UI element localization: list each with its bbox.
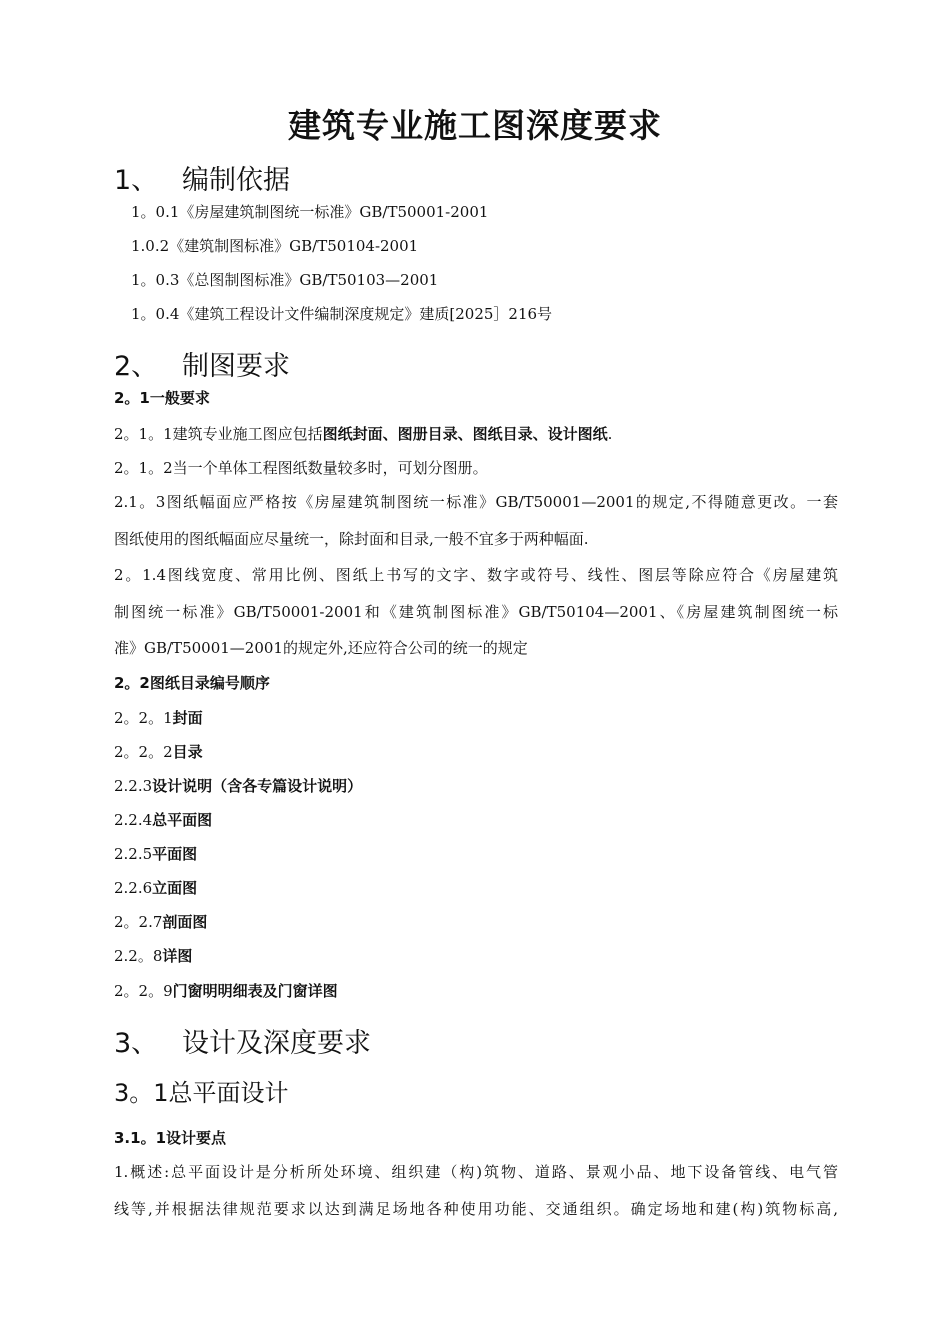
paragraph-line: 2。1。2当一个单体工程图纸数量较多时，可划分图册。 xyxy=(114,459,488,477)
order-item: 2.2.6立面图 xyxy=(114,879,198,897)
paragraph-line: 2。1。1建筑专业施工图应包括图纸封面、图册目录、图纸目录、设计图纸. xyxy=(114,425,613,443)
reference-item: 1。0.4《建筑工程设计文件编制深度规定》建质[2025］216号 xyxy=(131,305,553,323)
order-item: 2.2.3设计说明（含各专篇设计说明） xyxy=(114,777,363,795)
section-3-number: 3、 xyxy=(114,1028,159,1059)
order-item: 2。2.7剖面图 xyxy=(114,913,208,931)
order-item: 2。2。9门窗明明细表及门窗详图 xyxy=(114,982,338,1000)
order-item: 2.2.5平面图 xyxy=(114,845,198,863)
section-2-heading xyxy=(114,344,290,383)
section-2-title: 制图要求 xyxy=(182,351,290,382)
emphasis-text: 图纸封面、图册目录、图纸目录、设计图纸 xyxy=(322,425,608,443)
order-item: 2。2。2目录 xyxy=(114,743,203,761)
paragraph-line: 2.1。3图纸幅面应严格按《房屋建筑制图统一标准》GB/T50001—2001的规定,不得随意更改。一套 xyxy=(114,493,838,511)
order-item: 2.2.4总平面图 xyxy=(114,811,213,829)
reference-item: 1.0.2《建筑制图标准》GB/T50104-2001 xyxy=(131,237,419,255)
paragraph-line: 线等,并根据法律规范要求以达到满足场地各种使用功能、交通组织。确定场地和建(构)筑物标高, xyxy=(114,1200,838,1218)
subsection-heading: 3.1。1设计要点 xyxy=(114,1129,227,1147)
paragraph-line: 2。1.4图线宽度、常用比例、图纸上书写的文字、数字或符号、线性、图层等除应符合《房屋建筑 xyxy=(114,566,838,584)
subsection-heading: 2。2图纸目录编号顺序 xyxy=(114,674,270,692)
section-1-title: 编制依据 xyxy=(182,165,290,196)
order-item: 2。2。1封面 xyxy=(114,709,203,727)
section-3-title: 设计及深度要求 xyxy=(182,1028,371,1059)
section-2-number: 2、 xyxy=(114,351,159,382)
section-3-heading xyxy=(114,1021,371,1060)
reference-item: 1。0.1《房屋建筑制图统一标准》GB/T50001-2001 xyxy=(131,203,489,221)
paragraph-line: 准》GB/T50001—2001的规定外,还应符合公司的统一的规定 xyxy=(114,639,528,657)
order-item: 2.2。8详图 xyxy=(114,947,193,965)
subsection-heading: 2。1一般要求 xyxy=(114,389,210,407)
paragraph-line: 图纸使用的图纸幅面应尽量统一，除封面和目录,一般不宜多于两种幅面. xyxy=(114,530,589,548)
subsection-heading: 3。1总平面设计 xyxy=(114,1079,289,1107)
section-1-heading xyxy=(114,158,290,197)
reference-item: 1。0.3《总图制图标准》GB/T50103—2001 xyxy=(131,271,439,289)
page-title: 建筑专业施工图深度要求 xyxy=(288,106,662,145)
paragraph-line: 1.概述:总平面设计是分析所处环境、组织建（构)筑物、道路、景观小品、地下设备管线、电气管 xyxy=(114,1163,838,1181)
section-1-number: 1、 xyxy=(114,165,159,196)
paragraph-line: 制图统一标准》GB/T50001-2001和《建筑制图标准》GB/T50104—2001、《房屋建筑制图统一标 xyxy=(114,603,838,621)
